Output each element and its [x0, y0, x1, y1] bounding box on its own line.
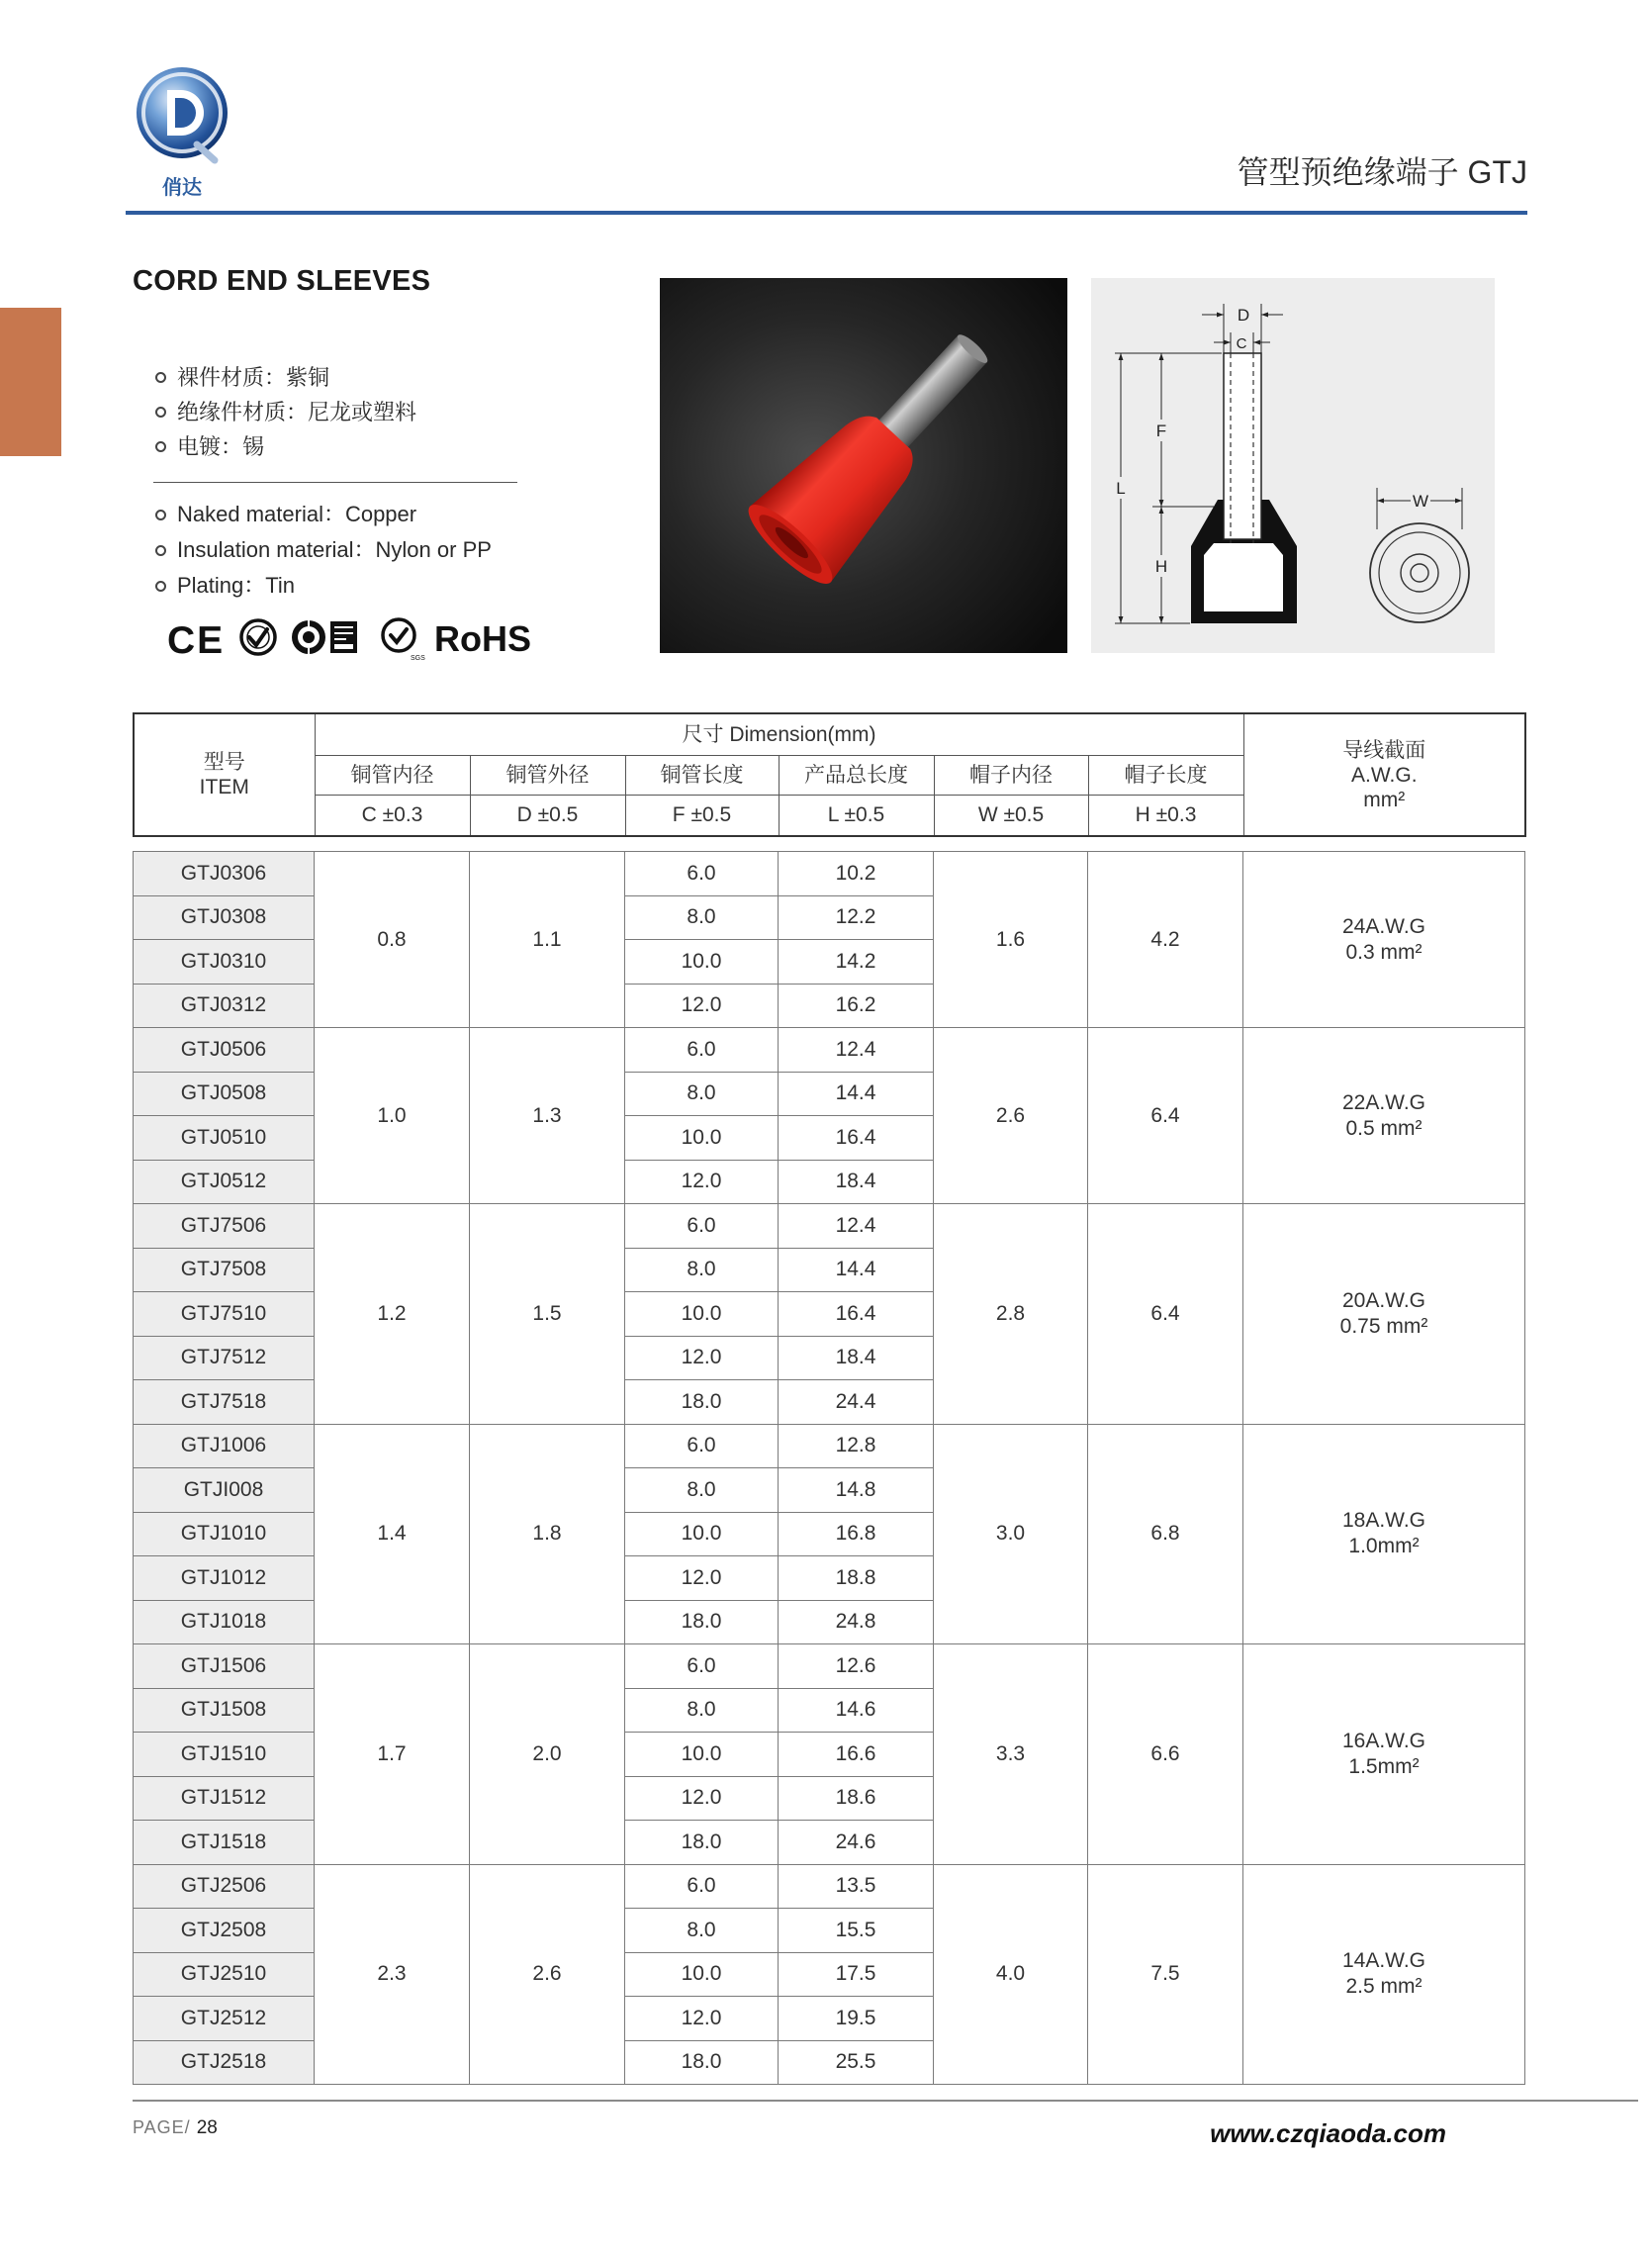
item-cell: GTJ1006: [134, 1424, 315, 1468]
awg-gauge: 20A.W.G: [1341, 1288, 1426, 1312]
total-length-cell: 16.8: [779, 1512, 934, 1556]
item-cell: GTJ0510: [134, 1116, 315, 1161]
product-heading: CORD END SLEEVES: [133, 265, 431, 297]
column-header-name: 铜管内径: [315, 755, 470, 795]
tube-length-cell: 8.0: [625, 895, 779, 940]
item-cell: GTJ1518: [134, 1821, 315, 1865]
item-cell: GTJ1010: [134, 1512, 315, 1556]
item-cell: GTJ0308: [134, 895, 315, 940]
item-cell: GTJ2506: [134, 1864, 315, 1909]
tube-length-cell: 8.0: [625, 1248, 779, 1292]
item-cell: GTJ7510: [134, 1292, 315, 1337]
wire-section-unit: mm²: [1363, 788, 1406, 811]
cap-length-cell: 6.4: [1088, 1028, 1243, 1204]
page-title: 管型预绝缘端子 GTJ: [1237, 154, 1527, 190]
outer-diameter-cell: 1.8: [470, 1424, 625, 1644]
cap-inner-diameter-cell: 1.6: [934, 852, 1088, 1028]
column-header-tolerance: W ±0.5: [934, 795, 1088, 836]
cap-length-cell: 7.5: [1088, 1864, 1243, 2085]
total-length-cell: 24.6: [779, 1821, 934, 1865]
cap-inner-diameter-cell: 2.8: [934, 1204, 1088, 1425]
outer-diameter-cell: 2.6: [470, 1864, 625, 2085]
spec-item: [153, 360, 416, 395]
column-header-name: 铜管外径: [470, 755, 625, 795]
inner-diameter-cell: 1.0: [315, 1028, 470, 1204]
quality-check-icon: [241, 620, 275, 654]
spec-item: [153, 497, 492, 532]
label-l: L: [1116, 479, 1126, 498]
item-cell: GTJ7508: [134, 1248, 315, 1292]
spec-text: Naked material：Copper: [177, 502, 417, 526]
awg-gauge: 18A.W.G: [1341, 1509, 1426, 1533]
table-row: [134, 1644, 1525, 1689]
total-length-cell: 16.6: [779, 1733, 934, 1777]
awg-gauge: 14A.W.G: [1341, 1949, 1426, 1973]
website-link[interactable]: www.czqiaoda.com: [1210, 2118, 1446, 2148]
inner-diameter-cell: 1.2: [315, 1204, 470, 1425]
dimension-table-body: [134, 852, 1525, 2085]
total-length-cell: 16.4: [779, 1292, 934, 1337]
item-cell: GTJ7518: [134, 1380, 315, 1425]
item-cell: GTJ2512: [134, 1997, 315, 2041]
cap-inner-diameter-cell: 3.0: [934, 1424, 1088, 1644]
tube-length-cell: 8.0: [625, 1688, 779, 1733]
bullet-icon: [155, 441, 166, 452]
tube-length-cell: 6.0: [625, 1028, 779, 1073]
awg-gauge: 22A.W.G: [1341, 1090, 1426, 1114]
bullet-icon: [155, 407, 166, 418]
wire-section-cell: [1243, 1028, 1525, 1204]
total-length-cell: 19.5: [779, 1997, 934, 2041]
tube-length-cell: 6.0: [625, 1644, 779, 1689]
total-length-cell: 14.4: [779, 1248, 934, 1292]
section-tab-marker: [0, 308, 61, 456]
outer-diameter-cell: 1.5: [470, 1204, 625, 1425]
wire-section-cell: [1243, 1864, 1525, 2085]
item-cell: GTJ0306: [134, 852, 315, 896]
tube-length-cell: 6.0: [625, 1424, 779, 1468]
inner-diameter-cell: 0.8: [315, 852, 470, 1028]
spec-list-english: [153, 497, 492, 604]
spec-item: [153, 429, 416, 464]
item-cell: GTJ2508: [134, 1909, 315, 1953]
total-length-cell: 10.2: [779, 852, 934, 896]
cap-length-cell: 6.4: [1088, 1204, 1243, 1425]
item-cell: GTJ0312: [134, 984, 315, 1028]
total-length-cell: 14.4: [779, 1072, 934, 1116]
total-length-cell: 12.2: [779, 895, 934, 940]
tube-length-cell: 12.0: [625, 1556, 779, 1601]
spec-text: Insulation material：Nylon or PP: [177, 537, 492, 562]
item-cell: GTJ2510: [134, 1952, 315, 1997]
tube-length-cell: 10.0: [625, 1952, 779, 1997]
total-length-cell: 24.4: [779, 1380, 934, 1425]
outer-diameter-cell: 2.0: [470, 1644, 625, 1865]
item-cell: GTJ0508: [134, 1072, 315, 1116]
column-header-name: 帽子内径: [934, 755, 1088, 795]
spec-text: 绝缘件材质：尼龙或塑料: [177, 400, 417, 424]
table-row: [134, 1864, 1525, 1909]
footer-divider: [133, 2100, 1638, 2102]
total-length-cell: 17.5: [779, 1952, 934, 1997]
item-cell: GTJ7512: [134, 1336, 315, 1380]
awg-gauge: 24A.W.G: [1341, 914, 1426, 938]
total-length-cell: 12.6: [779, 1644, 934, 1689]
spec-list-chinese: [153, 360, 416, 464]
tube-length-cell: 12.0: [625, 1336, 779, 1380]
page-label: PAGE/: [133, 2117, 191, 2137]
cross-section-area: 1.5mm²: [1348, 1754, 1420, 1778]
rohs-mark: RoHS: [434, 618, 531, 659]
wire-section-cell: [1243, 1644, 1525, 1865]
tube-length-cell: 18.0: [625, 2040, 779, 2085]
dimension-group-header: 尺寸 Dimension(mm): [315, 713, 1243, 755]
tube-length-cell: 12.0: [625, 1160, 779, 1204]
spec-text: Plating：Tin: [177, 573, 296, 598]
tube-length-cell: 10.0: [625, 1733, 779, 1777]
tube-length-cell: 18.0: [625, 1821, 779, 1865]
column-header-tolerance: D ±0.5: [470, 795, 625, 836]
column-header-tolerance: F ±0.5: [625, 795, 779, 836]
certification-seal-icon: [292, 620, 325, 654]
column-header-name: 帽子长度: [1088, 755, 1243, 795]
tube-length-cell: 10.0: [625, 1292, 779, 1337]
awg-gauge: 16A.W.G: [1341, 1729, 1426, 1752]
total-length-cell: 12.8: [779, 1424, 934, 1468]
total-length-cell: 13.5: [779, 1864, 934, 1909]
total-length-cell: 24.8: [779, 1600, 934, 1644]
item-cell: GTJ0506: [134, 1028, 315, 1073]
item-cell: GTJ2518: [134, 2040, 315, 2085]
product-photo: [660, 278, 1067, 653]
label-h: H: [1154, 557, 1168, 576]
total-length-cell: 16.4: [779, 1116, 934, 1161]
tube-length-cell: 12.0: [625, 1776, 779, 1821]
item-header-cn: 型号: [203, 751, 245, 774]
wire-section-title: 导线截面: [1342, 738, 1426, 762]
wire-section-awg: A.W.G.: [1351, 763, 1418, 787]
column-header-name: 铜管长度: [625, 755, 779, 795]
label-w: W: [1412, 492, 1429, 511]
sgs-mark-icon: [383, 619, 425, 662]
page-info: [133, 2115, 218, 2141]
cap-inner-diameter-cell: 3.3: [934, 1644, 1088, 1865]
sgs-label: SGS: [411, 655, 425, 662]
tube-length-cell: 6.0: [625, 1864, 779, 1909]
column-header-tolerance: L ±0.5: [779, 795, 934, 836]
tube-length-cell: 10.0: [625, 1512, 779, 1556]
total-length-cell: 14.2: [779, 940, 934, 985]
bullet-icon: [155, 545, 166, 556]
cap-length-cell: 4.2: [1088, 852, 1243, 1028]
total-length-cell: 14.6: [779, 1688, 934, 1733]
wire-section-cell: [1243, 1424, 1525, 1644]
column-header-name: 产品总长度: [779, 755, 934, 795]
item-cell: GTJ1512: [134, 1776, 315, 1821]
item-column-header: [134, 713, 315, 836]
cross-section-area: 0.75 mm²: [1339, 1314, 1428, 1338]
iso-badge-icon: [330, 621, 357, 653]
table-row: [134, 1424, 1525, 1468]
total-length-cell: 18.6: [779, 1776, 934, 1821]
total-length-cell: 16.2: [779, 984, 934, 1028]
cross-section-area: 0.3 mm²: [1345, 940, 1423, 964]
certification-marks: [163, 612, 544, 662]
item-cell: GTJ1506: [134, 1644, 315, 1689]
tube-length-cell: 18.0: [625, 1600, 779, 1644]
item-cell: GTJ1510: [134, 1733, 315, 1777]
item-cell: GTJ7506: [134, 1204, 315, 1249]
ce-mark: CE: [167, 619, 226, 662]
label-f: F: [1155, 422, 1167, 440]
cap-length-cell: 6.6: [1088, 1644, 1243, 1865]
tube-length-cell: 18.0: [625, 1380, 779, 1425]
item-cell: GTJ0512: [134, 1160, 315, 1204]
outer-diameter-cell: 1.1: [470, 852, 625, 1028]
bullet-icon: [155, 372, 166, 383]
tube-length-cell: 8.0: [625, 1072, 779, 1116]
spec-text: 电镀：锡: [177, 434, 265, 459]
total-length-cell: 25.5: [779, 2040, 934, 2085]
table-row: [134, 1028, 1525, 1073]
table-row: [134, 852, 1525, 896]
inner-diameter-cell: 2.3: [315, 1864, 470, 2085]
spec-divider: [153, 482, 517, 483]
cap-inner-diameter-cell: 4.0: [934, 1864, 1088, 2085]
item-cell: GTJ1508: [134, 1688, 315, 1733]
total-length-cell: 15.5: [779, 1909, 934, 1953]
total-length-cell: 18.4: [779, 1336, 934, 1380]
cap-inner-diameter-cell: 2.6: [934, 1028, 1088, 1204]
tube-length-cell: 6.0: [625, 852, 779, 896]
spec-item: [153, 568, 492, 604]
dimension-table: [133, 851, 1525, 2085]
spec-item: [153, 532, 492, 568]
item-cell: GTJ1018: [134, 1600, 315, 1644]
tube-length-cell: 10.0: [625, 1116, 779, 1161]
dimension-table-header: [133, 712, 1526, 837]
cross-section-area: 1.0mm²: [1348, 1535, 1420, 1558]
label-c: C: [1236, 335, 1247, 352]
item-cell: GTJ0310: [134, 940, 315, 985]
header-divider: [126, 211, 1527, 215]
spec-item: [153, 395, 416, 429]
inner-diameter-cell: 1.4: [315, 1424, 470, 1644]
total-length-cell: 18.4: [779, 1160, 934, 1204]
item-cell: GTJ1012: [134, 1556, 315, 1601]
outer-diameter-cell: 1.3: [470, 1028, 625, 1204]
inner-diameter-cell: 1.7: [315, 1644, 470, 1865]
total-length-cell: 18.8: [779, 1556, 934, 1601]
bullet-icon: [155, 581, 166, 592]
total-length-cell: 12.4: [779, 1028, 934, 1073]
total-length-cell: 12.4: [779, 1204, 934, 1249]
item-cell: GTJI008: [134, 1468, 315, 1513]
tube-length-cell: 8.0: [625, 1909, 779, 1953]
wire-section-header: [1243, 713, 1525, 836]
column-header-tolerance: C ±0.3: [315, 795, 470, 836]
tube-length-cell: 8.0: [625, 1468, 779, 1513]
tube-length-cell: 12.0: [625, 984, 779, 1028]
cap-length-cell: 6.8: [1088, 1424, 1243, 1644]
cross-section-area: 2.5 mm²: [1345, 1975, 1423, 1999]
label-d: D: [1237, 306, 1250, 325]
table-row: [134, 1204, 1525, 1249]
page-number: 28: [196, 2117, 218, 2138]
logo-wordmark: 俏达: [162, 177, 202, 199]
item-header-en: ITEM: [199, 776, 249, 798]
dimension-diagram: [1091, 278, 1495, 653]
column-header-tolerance: H ±0.3: [1088, 795, 1243, 836]
tube-length-cell: 12.0: [625, 1997, 779, 2041]
tube-length-cell: 6.0: [625, 1204, 779, 1249]
tube-length-cell: 10.0: [625, 940, 779, 985]
total-length-cell: 14.8: [779, 1468, 934, 1513]
wire-section-cell: [1243, 852, 1525, 1028]
spec-text: 裸件材质：紫铜: [177, 365, 330, 390]
company-logo: [134, 61, 230, 204]
bullet-icon: [155, 510, 166, 520]
wire-section-cell: [1243, 1204, 1525, 1425]
cross-section-area: 0.5 mm²: [1345, 1116, 1423, 1140]
